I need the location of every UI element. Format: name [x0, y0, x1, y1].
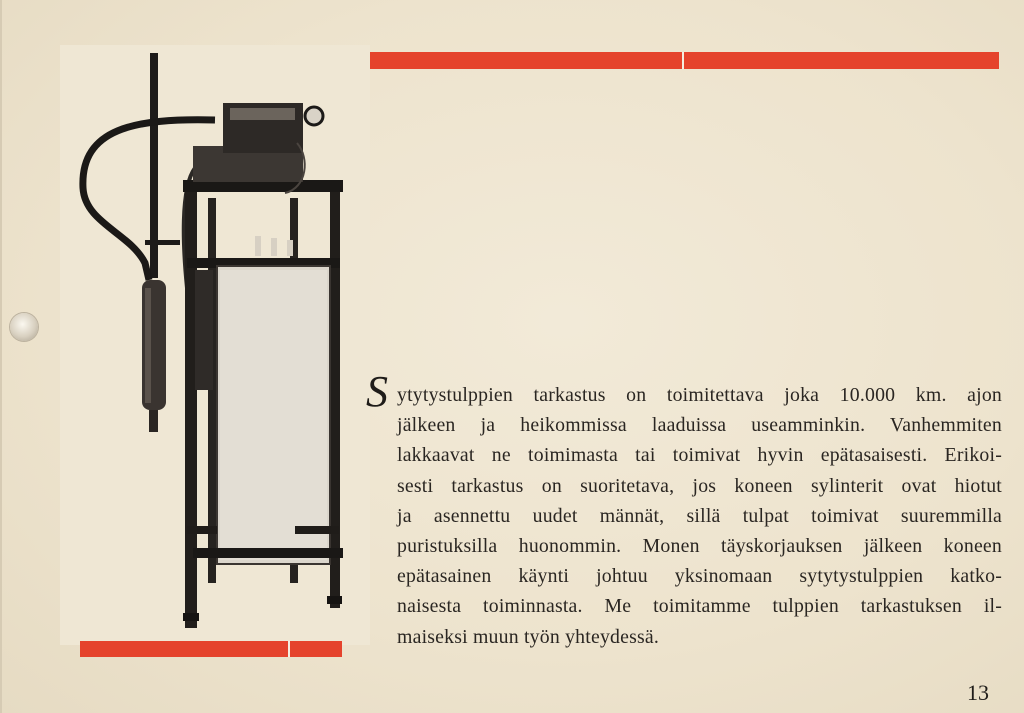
page-number: 13 [967, 680, 989, 705]
paragraph-line: naisesta toiminnasta. Me toimitamme tulppien tarkastuksen il- [397, 595, 1002, 618]
bar-divider [682, 52, 684, 69]
spark-plug-tester-photo [75, 48, 365, 638]
page-crease [0, 0, 2, 713]
paragraph-line: epätasainen käynti johtuu yksinomaan sytytystulppien katko- [397, 565, 1002, 588]
paragraph-line: S ytytystulppien tarkastus on toimitettava joka 10.000 km. ajon [366, 367, 1002, 416]
paragraph-line: puristuksilla huonommin. Monen täyskorjauksen jälkeen koneen [397, 534, 1002, 557]
paragraph-line: sesti tarkastus on suoritetava, jos koneen sylinterit ovat hiotut [397, 474, 1002, 497]
paragraph-line: jälkeen ja heikommissa laaduissa useamminkin. Vanhemmiten [397, 414, 1002, 437]
bottom-accent-bar [80, 641, 342, 657]
paragraph-line: lakkaavat ne toimimasta tai toimivat hyvin epätasaisesti. Erikoi- [397, 444, 1002, 467]
bar-divider [288, 641, 290, 657]
paragraph-line: ja asennettu uudet männät, sillä tulpat toimivat suuremmilla [397, 504, 1002, 527]
top-accent-bar [368, 52, 999, 69]
body-paragraph [366, 367, 1002, 652]
binding-hole [10, 313, 38, 341]
drop-cap: S [366, 367, 389, 416]
paragraph-line: maiseksi muun työn yhteydessä. [397, 625, 660, 648]
